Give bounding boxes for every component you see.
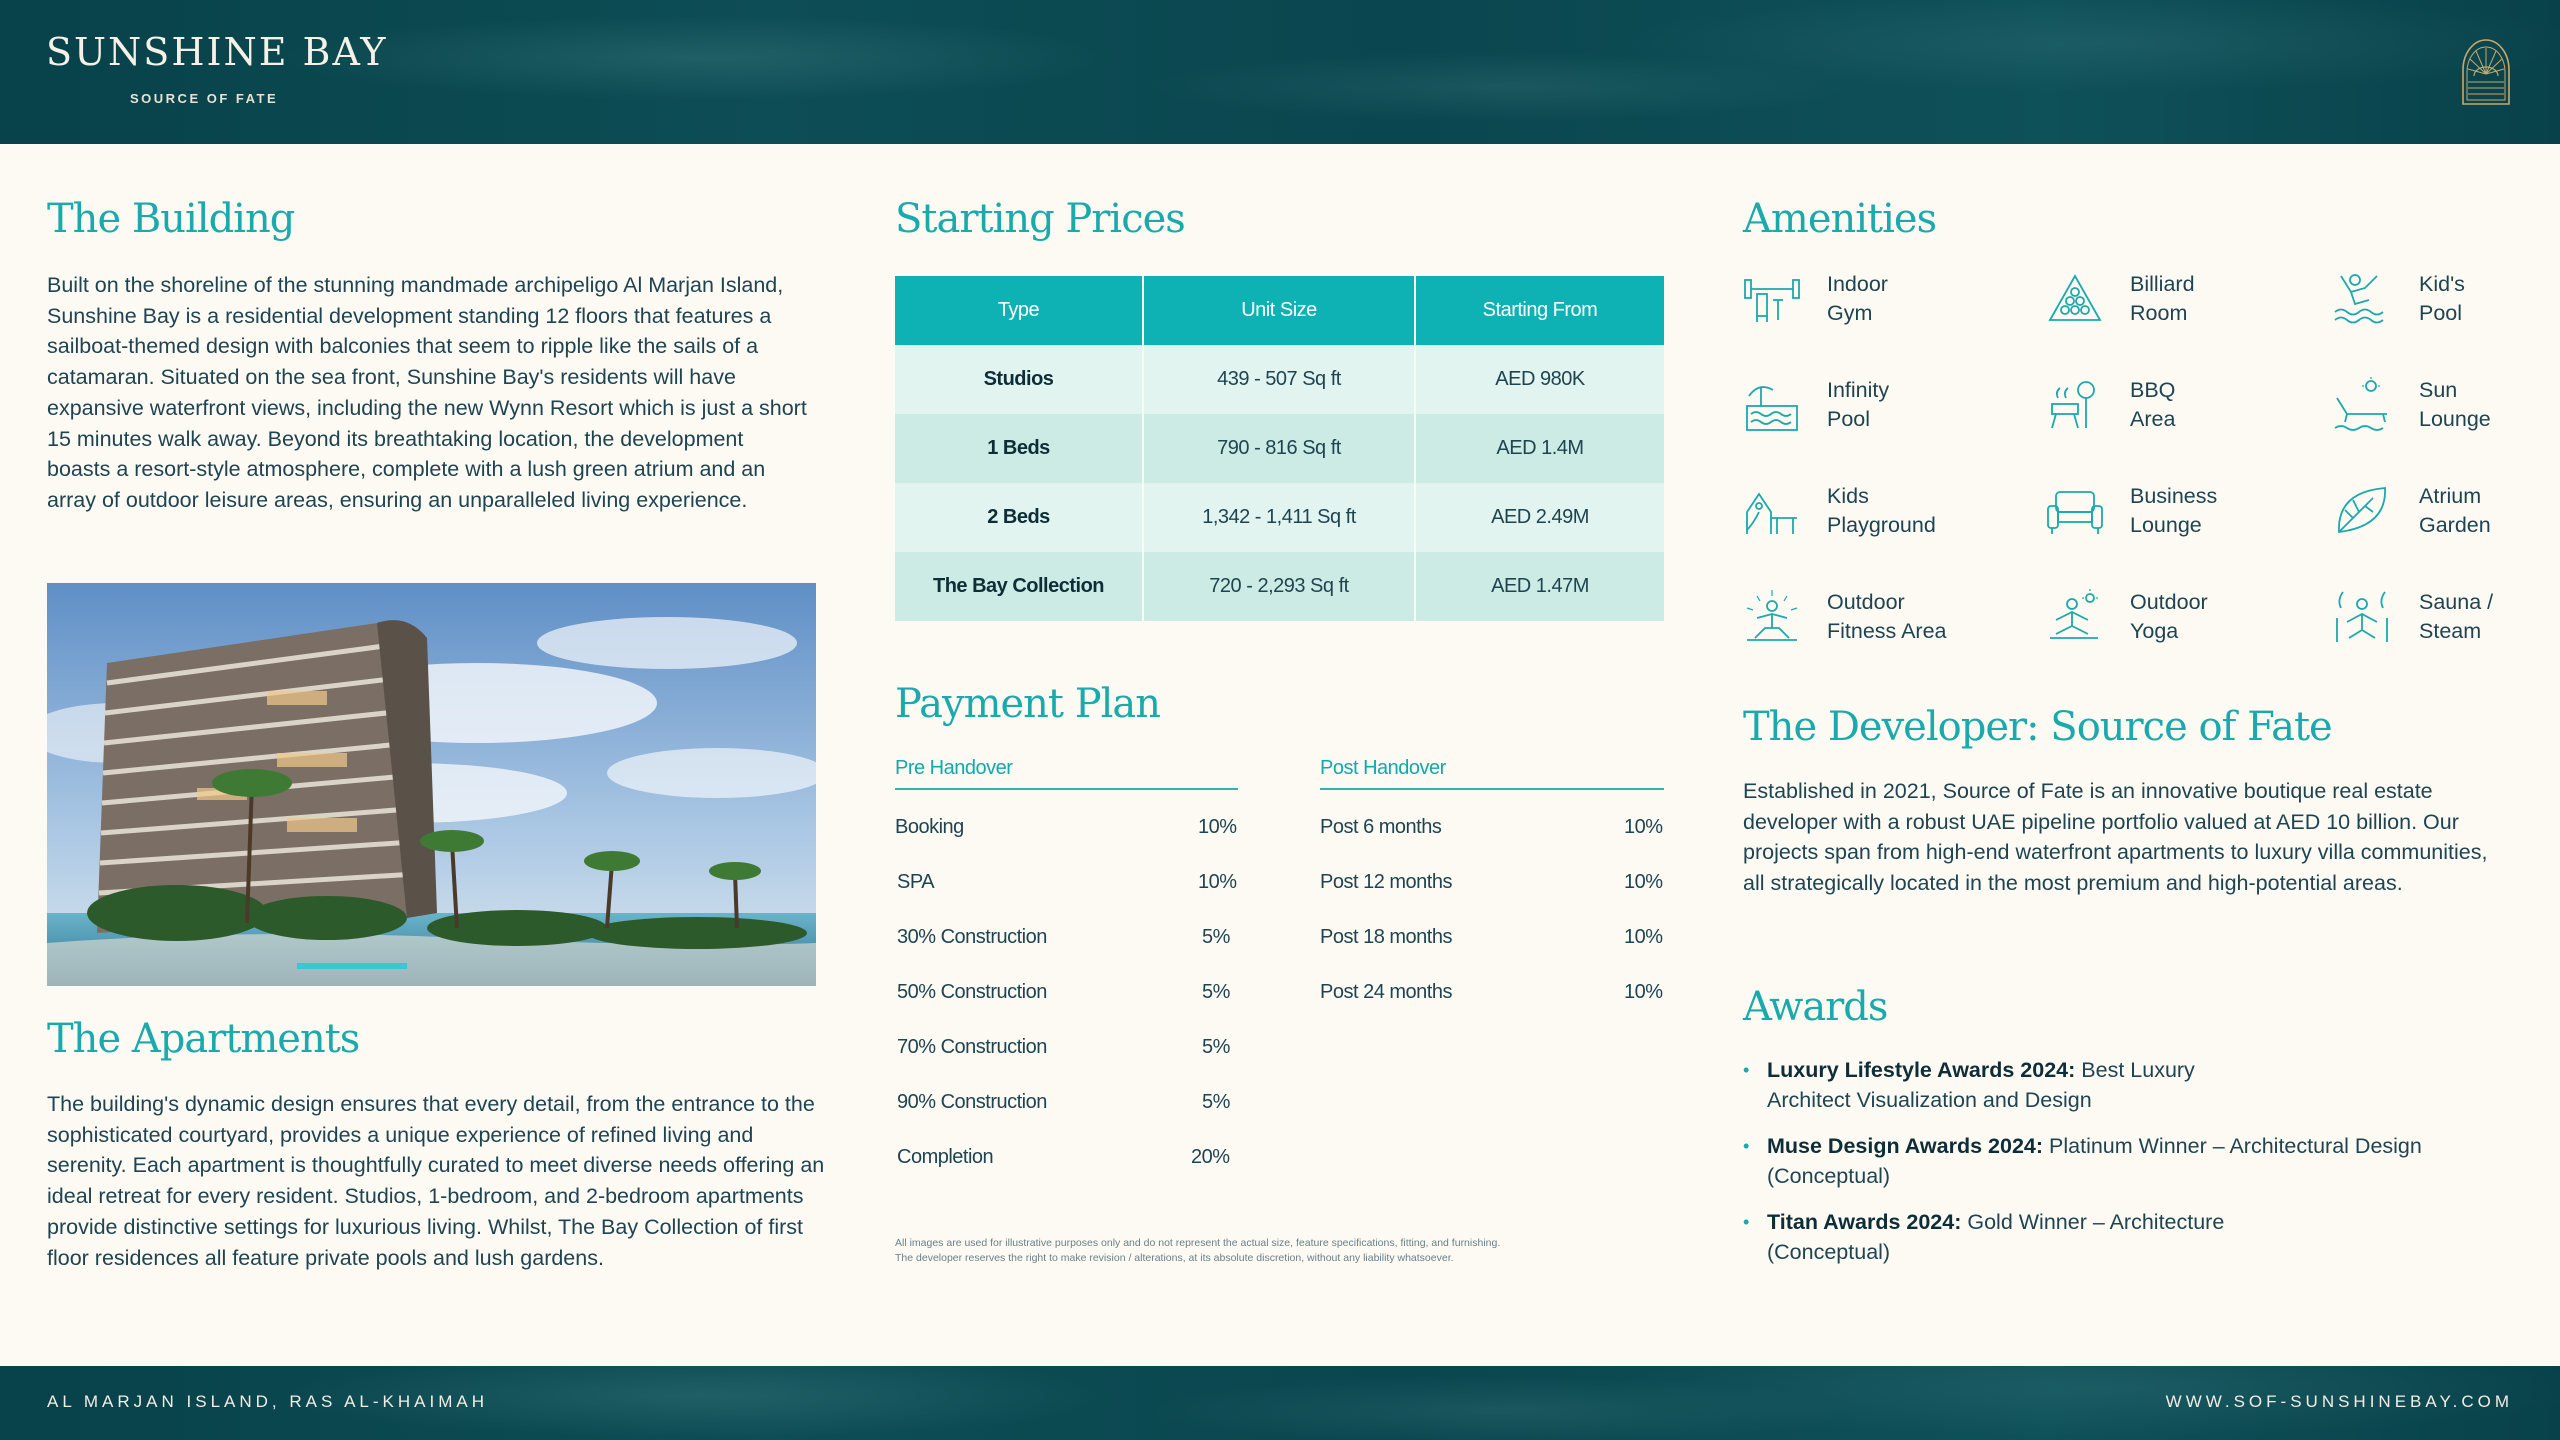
amenity-infinity-pool bbox=[1743, 376, 2043, 446]
footer-location: AL MARJAN ISLAND, RAS AL-KHAIMAH bbox=[47, 1392, 489, 1411]
award-description: Best Luxury Architect Visualization and Design bbox=[1767, 1058, 2195, 1112]
cell-type: 2 Beds bbox=[895, 483, 1143, 552]
cell-type: Studios bbox=[895, 345, 1143, 414]
post-handover-divider bbox=[1320, 788, 1664, 790]
billiard-icon bbox=[2046, 270, 2104, 328]
payment-percent: 5% bbox=[1202, 1091, 1230, 1113]
amenity-label-line-1: Outdoor bbox=[2130, 590, 2208, 614]
payment-heading: Payment Plan bbox=[895, 681, 1161, 727]
payment-stage: Post 6 months bbox=[1320, 816, 1442, 838]
awards-list bbox=[1743, 1055, 2483, 1283]
award-description: Platinum Winner – Architectural Design (Conceptual) bbox=[1767, 1134, 2422, 1188]
prices-table bbox=[895, 276, 1664, 621]
sauna-icon bbox=[2333, 588, 2391, 646]
amenity-bbq-area bbox=[2046, 376, 2346, 446]
award-title: Luxury Lifestyle Awards 2024: bbox=[1767, 1058, 2076, 1082]
building-description: Built on the shoreline of the stunning mandmade archipeligo Al Marjan Island, Sunshine Bay is a residential development standing 12 floors that features a sailboat-themed design with balconies that seem to ripple like the sails of a catamaran. Situated on the sea front, Sunshine Bay's residents will have expansive waterfront views, including the new Wynn Resort which is just a short 15 minutes walk away. Beyond its breathtaking location, the development boasts a resort-style atmosphere, complete with a lush green atrium and an array of outdoor leisure areas, ensuring an unparalleled living experience. bbox=[47, 273, 807, 512]
footer-website-link[interactable]: WWW.SOF-SUNSHINEBAY.COM bbox=[2165, 1392, 2513, 1411]
prices-heading: Starting Prices bbox=[895, 196, 1185, 242]
post-handover-label: Post Handover bbox=[1320, 757, 1446, 779]
cell-unit-size: 439 - 507 Sq ft bbox=[1143, 345, 1415, 414]
cell-unit-size: 720 - 2,293 Sq ft bbox=[1143, 552, 1415, 621]
payment-stage: SPA bbox=[897, 871, 935, 893]
cell-unit-size: 1,342 - 1,411 Sq ft bbox=[1143, 483, 1415, 552]
amenity-label-line-1: BBQ bbox=[2130, 378, 2176, 402]
column-header-type: Type bbox=[895, 276, 1143, 345]
sofa-icon bbox=[2046, 482, 2104, 540]
playground-icon bbox=[1743, 482, 1801, 540]
payment-percent: 10% bbox=[1624, 926, 1663, 948]
disclaimer-line-2: The developer reserves the right to make revision / alterations, at its absolute discretion, without any liability whatsoever. bbox=[895, 1252, 1454, 1264]
amenity-billiard-room bbox=[2046, 270, 2346, 340]
amenity-label-line-2: Area bbox=[2130, 407, 2176, 431]
amenity-label-line-1: Billiard bbox=[2130, 272, 2195, 296]
payment-stage: Post 24 months bbox=[1320, 981, 1452, 1003]
payment-percent: 5% bbox=[1202, 926, 1230, 948]
amenity-label-line-1: Atrium bbox=[2419, 484, 2482, 508]
pre-handover-divider bbox=[895, 788, 1238, 790]
bbq-icon bbox=[2046, 376, 2104, 434]
building-heading: The Building bbox=[47, 196, 295, 242]
amenity-label-line-2: Steam bbox=[2419, 619, 2482, 643]
gym-icon bbox=[1743, 270, 1801, 328]
sunrise-logo-icon bbox=[2460, 32, 2512, 110]
sun-lounge-icon bbox=[2333, 376, 2391, 434]
column-header-starting-from: Starting From bbox=[1415, 276, 1664, 345]
payment-percent: 10% bbox=[1198, 816, 1237, 838]
award-title: Titan Awards 2024: bbox=[1767, 1210, 1962, 1234]
amenity-kids-pool bbox=[2333, 270, 2560, 340]
disclaimer-line-1: All images are used for illustrative purposes only and do not represent the actual size, feature specifications, fitting, and furnishing. bbox=[895, 1237, 1501, 1249]
brand-subtitle: SOURCE OF FATE bbox=[130, 91, 279, 106]
amenity-label-line-2: Yoga bbox=[2130, 619, 2179, 643]
amenity-label-line-2: Room bbox=[2130, 301, 2188, 325]
table-header-row bbox=[895, 276, 1664, 345]
payment-percent: 10% bbox=[1198, 871, 1237, 893]
amenity-indoor-gym bbox=[1743, 270, 2043, 340]
payment-stage: 70% Construction bbox=[897, 1036, 1047, 1058]
table-row bbox=[895, 345, 1664, 414]
amenity-label-line-2: Garden bbox=[2419, 513, 2491, 537]
payment-stage: Completion bbox=[897, 1146, 994, 1168]
amenity-label-line-1: Business bbox=[2130, 484, 2218, 508]
table-row bbox=[895, 552, 1664, 621]
amenity-label-line-2: Lounge bbox=[2419, 407, 2491, 431]
amenity-business-lounge bbox=[2046, 482, 2346, 552]
kids-pool-icon bbox=[2333, 270, 2391, 328]
amenity-outdoor-yoga bbox=[2046, 588, 2346, 658]
building-render-image bbox=[47, 583, 816, 986]
payment-percent: 5% bbox=[1202, 1036, 1230, 1058]
amenity-sauna-steam bbox=[2333, 588, 2560, 658]
amenity-outdoor-fitness bbox=[1743, 588, 2043, 658]
amenity-kids-playground bbox=[1743, 482, 2043, 552]
amenity-label-line-1: Sun bbox=[2419, 378, 2458, 402]
payment-stage: Post 12 months bbox=[1320, 871, 1452, 893]
amenity-label-line-1: Kid's bbox=[2419, 272, 2465, 296]
amenity-label-line-2: Pool bbox=[1827, 407, 1871, 431]
amenity-label-line-2: Lounge bbox=[2130, 513, 2202, 537]
cell-unit-size: 790 - 816 Sq ft bbox=[1143, 414, 1415, 483]
amenity-label-line-2: Playground bbox=[1827, 513, 1936, 537]
list-item bbox=[1743, 1131, 2463, 1191]
table-row bbox=[895, 483, 1664, 552]
cell-price: AED 980K bbox=[1415, 345, 1664, 414]
award-description: Gold Winner – Architecture (Conceptual) bbox=[1767, 1210, 2225, 1264]
column-header-unit-size: Unit Size bbox=[1143, 276, 1415, 345]
payment-stage: 50% Construction bbox=[897, 981, 1047, 1003]
amenity-label-line-1: Sauna / bbox=[2419, 590, 2494, 614]
award-title: Muse Design Awards 2024: bbox=[1767, 1134, 2044, 1158]
amenity-label-line-2: Fitness Area bbox=[1827, 619, 1947, 643]
yoga-icon bbox=[2046, 588, 2104, 646]
pre-handover-label: Pre Handover bbox=[895, 757, 1013, 779]
amenity-label-line-2: Gym bbox=[1827, 301, 1873, 325]
developer-heading: The Developer: Source of Fate bbox=[1743, 704, 2332, 750]
amenity-label-line-1: Outdoor bbox=[1827, 590, 1905, 614]
cell-type: 1 Beds bbox=[895, 414, 1143, 483]
payment-stage: 30% Construction bbox=[897, 926, 1047, 948]
fitness-icon bbox=[1743, 588, 1801, 646]
brand-title: SUNSHINE BAY bbox=[46, 30, 388, 74]
amenity-label-line-1: Indoor bbox=[1827, 272, 1888, 296]
payment-stage: 90% Construction bbox=[897, 1091, 1047, 1113]
cell-price: AED 1.47M bbox=[1415, 552, 1664, 621]
amenity-label-line-1: Infinity bbox=[1827, 378, 1890, 402]
cell-type: The Bay Collection bbox=[895, 552, 1143, 621]
amenities-heading: Amenities bbox=[1743, 196, 1937, 242]
payment-percent: 10% bbox=[1624, 981, 1663, 1003]
infinity-pool-icon bbox=[1743, 376, 1801, 434]
amenity-atrium-garden bbox=[2333, 482, 2560, 552]
header-banner bbox=[0, 0, 2560, 144]
payment-percent: 5% bbox=[1202, 981, 1230, 1003]
developer-description: Established in 2021, Source of Fate is an innovative boutique real estate developer with a robust UAE pipeline portfolio valued at AED 10 billion. Our projects span from high-end waterfront apartments to luxury villa communities, all strategically located in the most premium and high-potential areas. bbox=[1743, 779, 2488, 896]
payment-percent: 20% bbox=[1191, 1146, 1230, 1168]
disclaimer bbox=[895, 1236, 1675, 1266]
payment-stage: Post 18 months bbox=[1320, 926, 1452, 948]
list-item bbox=[1743, 1055, 2273, 1115]
amenity-label-line-2: Pool bbox=[2419, 301, 2463, 325]
footer-banner bbox=[0, 1366, 2560, 1440]
payment-stage: Booking bbox=[895, 816, 964, 838]
leaf-icon bbox=[2333, 482, 2391, 540]
amenity-sun-lounge bbox=[2333, 376, 2560, 446]
cell-price: AED 1.4M bbox=[1415, 414, 1664, 483]
apartments-description: The building's dynamic design ensures that every detail, from the entrance to the sophisticated courtyard, provides a unique experience of refined living and serenity. Each apartment is thoughtfully curated to meet diverse needs offering an ideal retreat for every resident. Studios, 1-bedroom, and 2-bedroom apartments provide distinctive settings for luxurious living. Whilst, The Bay Collection of first floor residences all feature private pools and lush gardens. bbox=[47, 1092, 825, 1270]
table-row bbox=[895, 414, 1664, 483]
list-item bbox=[1743, 1207, 2303, 1267]
payment-percent: 10% bbox=[1624, 871, 1663, 893]
apartments-heading: The Apartments bbox=[47, 1016, 360, 1062]
payment-percent: 10% bbox=[1624, 816, 1663, 838]
awards-heading: Awards bbox=[1743, 984, 1888, 1030]
cell-price: AED 2.49M bbox=[1415, 483, 1664, 552]
amenity-label-line-1: Kids bbox=[1827, 484, 1869, 508]
